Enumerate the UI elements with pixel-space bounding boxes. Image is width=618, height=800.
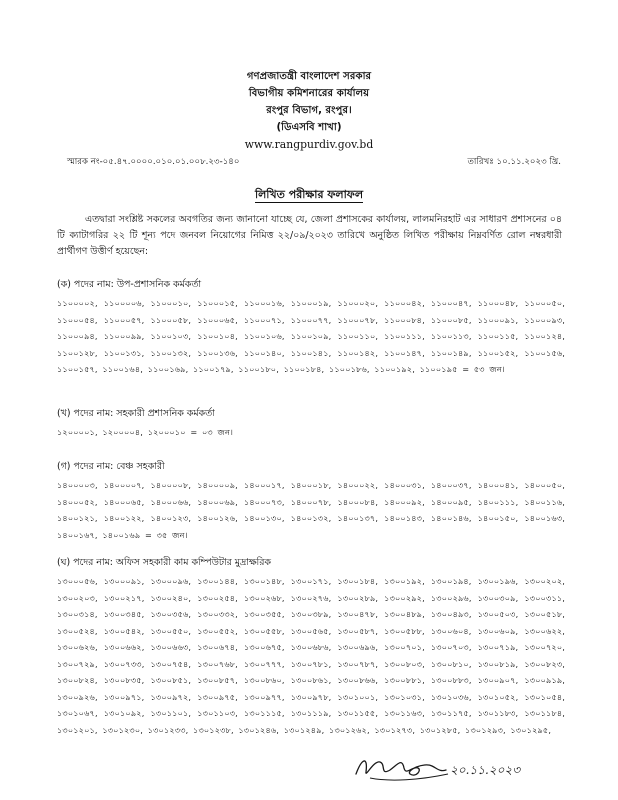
memo-reference: স্মারক নং-০৫.৪৭.০০০০.০১০.০১.০০৮.২৩-১৪০ [67, 157, 240, 167]
post-name: (গ) পদের নাম: বেঞ্চ সহকারী [57, 461, 165, 472]
post-name: (খ) পদের নাম: সহকারী প্রশাসনিক কর্মকর্তা [57, 408, 215, 419]
govt-name: গণপ্রজাতন্ত্রী বাংলাদেশ সরকার [246, 71, 372, 82]
roll-list: ১১০০০০২, ১১০০০০৬, ১১০০০১০, ১১০০০১৫, ১১০০০১৬, ১১০০০১৯, ১১০০০২০, ১১০০০৪২, ১১০০০৪৭, ১১০০০৪৮, ১১০০০৫০, ১১০০০৫৪, ১১০০০৫৭, ১১০০০৫৮, ১১০০০৬৫, ১১০০০৭১, ১১০০০৭৭, ১১০০০৭৮, ১১০০০৮৪, ১১০০০৮৫, ১১০০০৯১, ১১০০০৯৩, ১১০০০৯৪, ১১০০০৯৯, ১১০০১০৩, ১১০০১০৪, ১১০০১০৬, ১১০০১০৯, ১১০০১১০, ১১০০১১১, ১১০০১১৩, ১১০০১১৫, ১১০০১২৪, ১১০০১২৮, ১১০০১৩১, ১১০০১৩২, ১১০০১৩৬, ১১০০১৪০, ১১০০১৪১, ১১০০১৪২, ১১০০১৪৭, ১১০০১৪৯, ১১০০১৫২, ১১০০১৫৬, ১১০০১৫৭, ১১০০১৬৪, ১১০০১৬৯, ১১০০১৭৯, ১১০০১৮০, ১১০০১৮৪, ১১০০১৮৬, ১১০০১৯২, ১১০০১৯৫ = ৫৩ জন। [57, 298, 565, 374]
roll-list: ১২০০০০১, ১২০০০০৪, ১২০০০১০ = ০৩ জন। [57, 427, 233, 437]
website-link[interactable]: www.rangpurdiv.gov.bd [244, 138, 374, 151]
section-deputy-admin-officer [57, 277, 565, 378]
post-name: (ঘ) পদের নাম: অফিস সহকারী কাম কম্পিউটার মুদ্রাক্ষরিক [57, 557, 271, 568]
document-title [0, 183, 618, 205]
section-bench-assistant [57, 459, 565, 543]
post-name: (ক) পদের নাম: উপ-প্রশাসনিক কর্মকর্তা [57, 279, 202, 290]
roll-list: ১৩০০০৫৬, ১৩০০০৯১, ১৩০০০৯৬, ১৩০০১৪৪, ১৩০০১৪৮, ১৩০০১৭১, ১৩০০১৮৪, ১৩০০১৯২, ১৩০০১৯৪, ১৩০০১৯৬, ১৩০০২০২, ১৩০০২০৩, ১৩০০২১৭, ১৩০০২৪০, ১৩০০২৫৪, ১৩০০২৬৮, ১৩০০২৭৬, ১৩০০২৮৯, ১৩০০২৯২, ১৩০০২৯৬, ১৩০০৩০৯, ১৩০০৩১১, ১৩০০৩১৪, ১৩০০৩৪৫, ১৩০০৩৫৬, ১৩০০৩৩২, ১৩০০৩৫৫, ১৩০০৩৮৯, ১৩০০৪৭৮, ১৩০০৪৮৯, ১৩০০৪৯৩, ১৩০০৫০৩, ১৩০০৫১৮, ১৩০০৫২৪, ১৩০০৫৪২, ১৩০০৫৫০, ১৩০০৫৫২, ১৩০০৫৫৮, ১৩০০৫৬৫, ১৩০০৫৮৭, ১৩০০৫৮৮, ১৩০০৬০৪, ১৩০০৬০৯, ১৩০০৬২২, ১৩০০৬২৬, ১৩০০৬৬২, ১৩০০৬৬৩, ১৩০০৬৭৪, ১৩০০৬৭৫, ১৩০০৬৮৬, ১৩০০৬৯৬, ১৩০০৭০১, ১৩০০৭০৩, ১৩০০৭১৯, ১৩০০৭২০, ১৩০০৭২৯, ১৩০০৭৩৩, ১৩০০৭৫৪, ১৩০০৭৬৮, ১৩০০৭৭৭, ১৩০০৭৮১, ১৩০০৭৮৭, ১৩০০৮০৩, ১৩০০৮১০, ১৩০০৮১৯, ১৩০০৮২৩, ১৩০০৮২৪, ১৩০০৮৩৫, ১৩০০৮৫১, ১৩০০৮৫৭, ১৩০০৮৬০, ১৩০০৮৬১, ১৩০০৮৬৬, ১৩০০৮৮১, ১৩০০৮৮৩, ১৩০০৯০৭, ১৩০০৯১৯, ১৩০০৯২৬, ১৩০০৯৭১, ১৩০০৯৭২, ১৩০০৯৭৫, ১৩০০৯৭৭, ১৩০০৯৭৮, ১৩০১০০১, ১৩০১০৩১, ১৩০১০৩৬, ১৩০১০৫২, ১৩০১০৫৪, ১৩০১০৬৭, ১৩০১০৯২, ১৩০১১০১, ১৩০১১০৩, ১৩০১১১৫, ১৩০১১১৯, ১৩০১১৫৫, ১৩০১১৬৩, ১৩০১১৭৫, ১৩০১১৮৩, ১৩০১১৮৪, ১৩০১২০১, ১৩০১২৩০, ১৩০১২৩৩, ১৩০১২৩৮, ১৩০১২৪৬, ১৩০১২৪৯, ১৩০১২৬২, ১৩০১২৭৩, ১৩০১২৮৫, ১৩০১২৯৩, ১৩০১২৯৫, [57, 576, 565, 735]
section-office-assistant-typist [57, 555, 565, 738]
section-assistant-admin-officer [57, 406, 565, 441]
branch-name: (ডিএসবি শাখা) [276, 122, 342, 133]
document-title-text: লিখিত পরীক্ষার ফলাফল [254, 188, 364, 201]
letterhead [0, 68, 618, 153]
handwritten-signature [350, 748, 530, 788]
roll-list: ১৪০০০০৩, ১৪০০০০৭, ১৪০০০০৮, ১৪০০০০৯, ১৪০০০১৭, ১৪০০০১৮, ১৪০০০২২, ১৪০০০৩১, ১৪০০০৩৭, ১৪০০০৪১, ১৪০০০৫০, ১৪০০০৫২, ১৪০০০৬৫, ১৪০০০৬৬, ১৪০০০৬৯, ১৪০০০৭৩, ১৪০০০৭৮, ১৪০০০৮৪, ১৪০০০৯২, ১৪০০০৯৫, ১৪০০১১১, ১৪০০১১৬, ১৪০০১২১, ১৪০০১২২, ১৪০০১২৩, ১৪০০১২৬, ১৪০০১৩০, ১৪০০১৩২, ১৪০০১৩৭, ১৪০০১৪৩, ১৪০০১৪৬, ১৪০০১৫০, ১৪০০১৬৩, ১৪০০১৬৭, ১৪০০১৬৯ = ৩৫ জন। [57, 480, 565, 540]
memo-date: তারিখঃ ১০.১১.২০২৩ খ্রি. [467, 157, 561, 167]
division-name: রংপুর বিভাগ, রংপুর। [266, 105, 352, 116]
intro-paragraph: এতদ্বারা সংশ্লিষ্ট সকলের অবগতির জন্য জানানো যাচ্ছে যে, জেলা প্রশাসকের কার্যালয়, লালমনিরহাট এর সাধারণ প্রশাসনের ০৪ টি ক্যাটাগরির ২২ টি শূন্য পদে জনবল নিয়োগের নিমিত্ত ২২/০৯/২০২৩ তারিখে অনুষ্ঠিত লিখিত পরীক্ষায় নিম্নবর্ণিত রোল নম্বরধারী প্রার্থীগণ উত্তীর্ণ হয়েছেন: [57, 214, 562, 257]
office-name: বিভাগীয় কমিশনারের কার্যালয় [248, 88, 370, 99]
signature-date: ২০.১১.২০২৩ [450, 763, 521, 777]
